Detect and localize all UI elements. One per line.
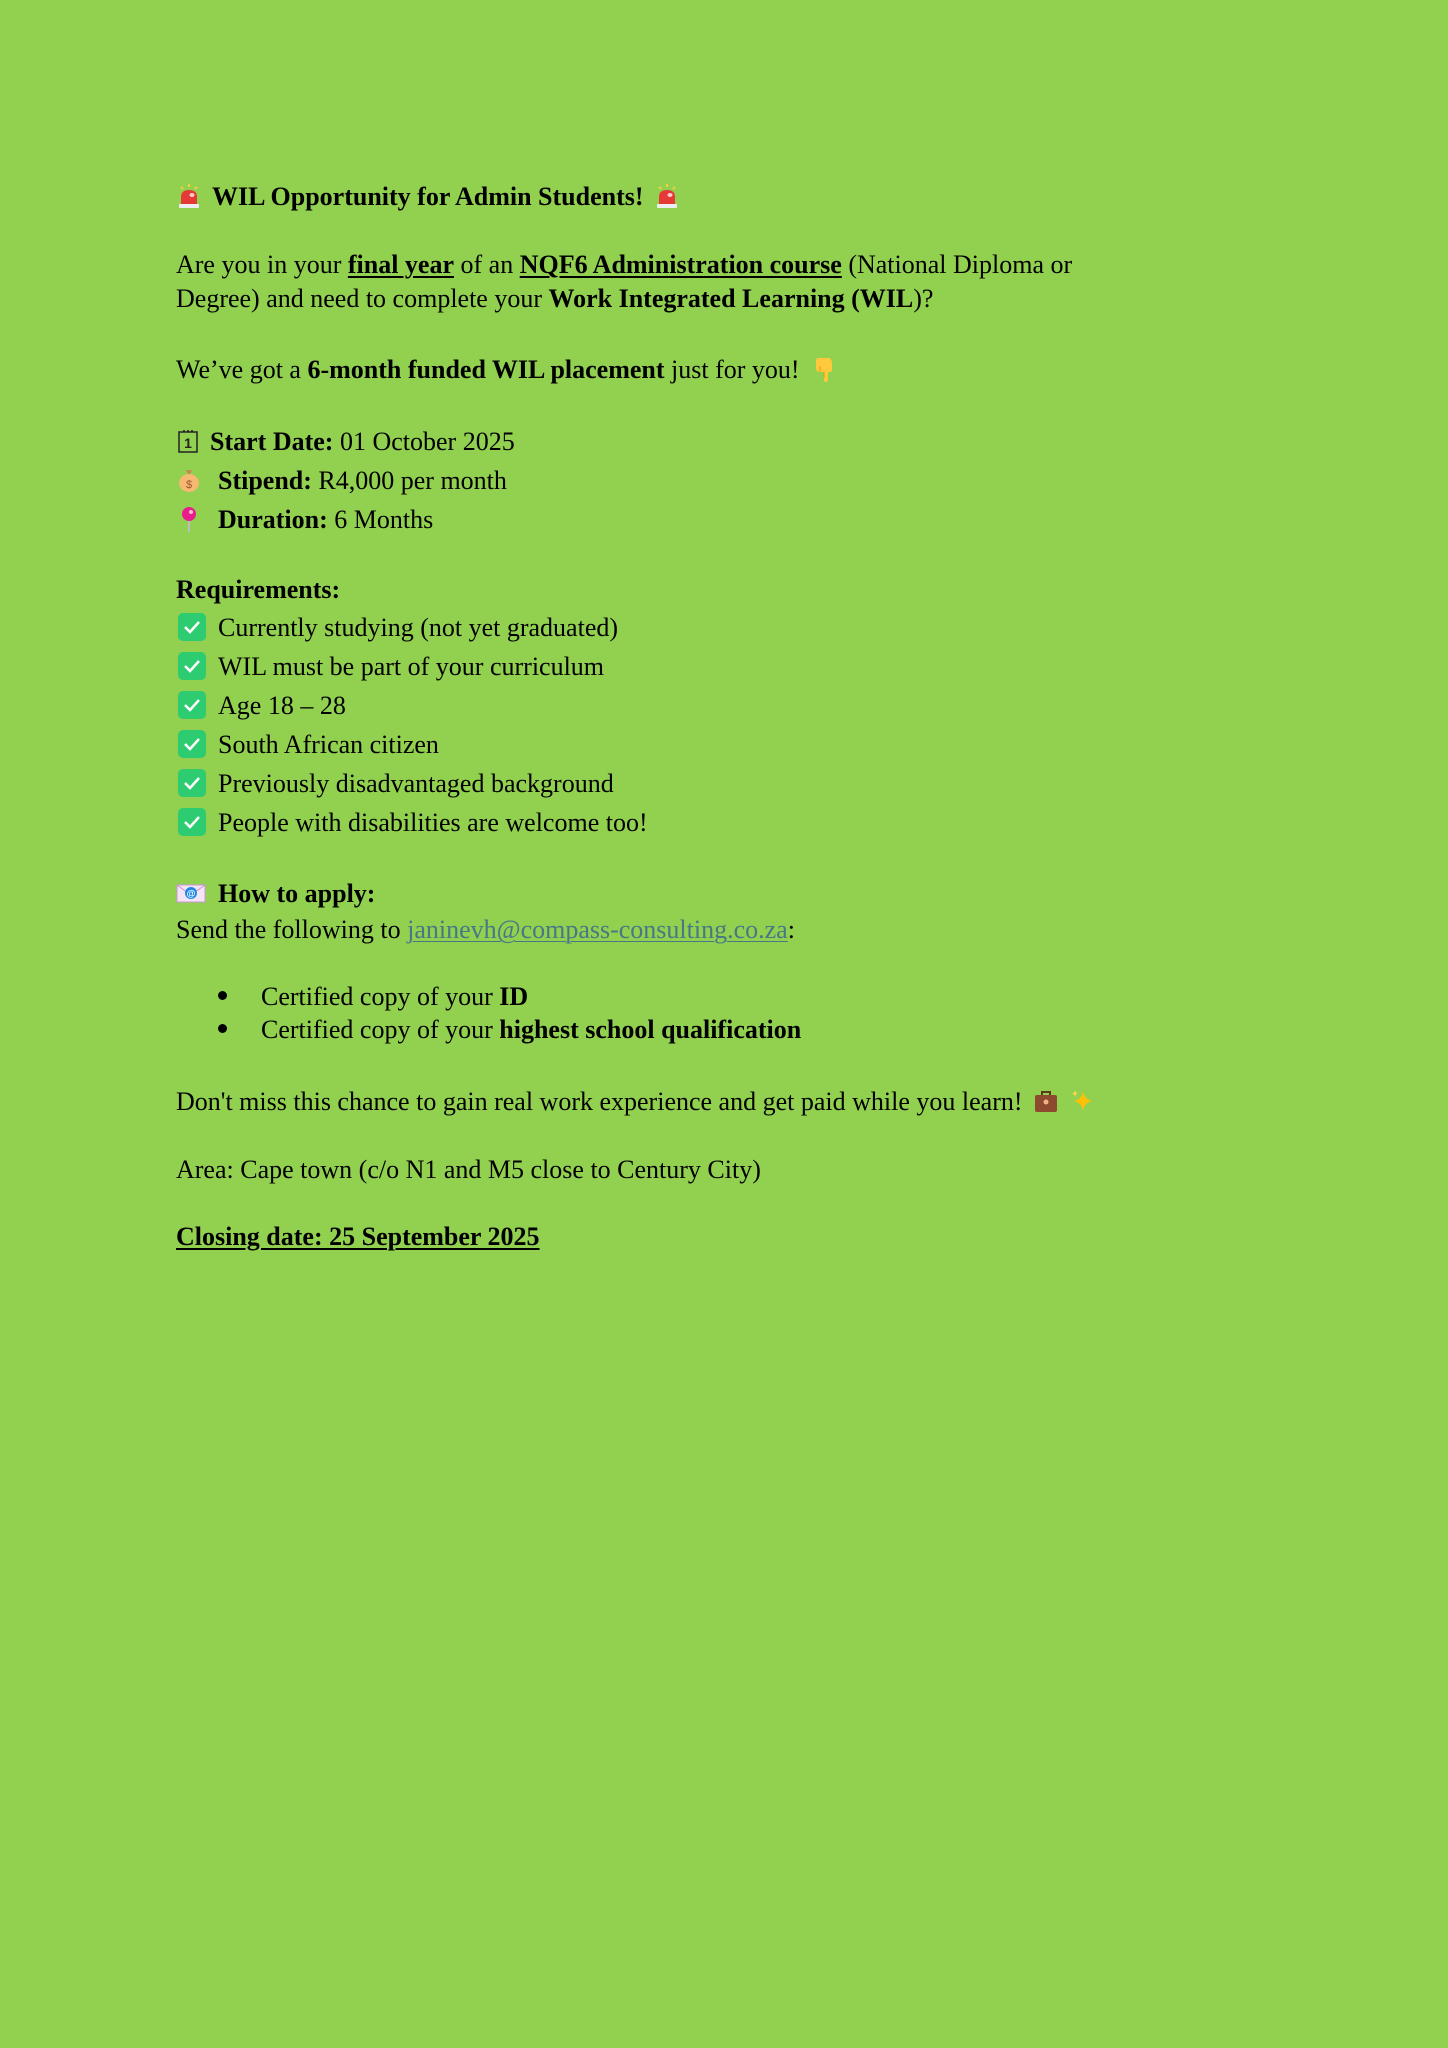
intro-text: of an (454, 250, 520, 279)
requirement-text: Previously disadvantaged background (218, 769, 614, 798)
stipend-label: Stipend: (218, 466, 312, 495)
final-year-emphasis: final year (347, 250, 455, 279)
course-emphasis: NQF6 Administration course (519, 250, 842, 279)
calendar-icon (176, 428, 202, 454)
money-bag-icon (176, 467, 202, 493)
document-list-item (218, 1013, 801, 1047)
check-mark-icon (178, 613, 206, 641)
detail-duration (176, 503, 433, 537)
send-instruction (176, 913, 795, 947)
rotating-light-icon (176, 183, 202, 209)
start-date-value: 01 October 2025 (333, 427, 515, 456)
intro-line-2 (176, 282, 933, 316)
offer-text: We’ve got a (176, 355, 308, 384)
detail-start-date (176, 425, 515, 459)
how-to-apply-heading (176, 877, 375, 911)
document-title (176, 180, 680, 214)
closing-message (176, 1085, 1095, 1119)
requirement-item (178, 767, 614, 801)
send-instruction-text: : (787, 915, 795, 944)
requirement-text: South African citizen (218, 730, 439, 759)
requirement-item (178, 689, 346, 723)
requirement-item (178, 611, 618, 645)
document-emphasis: ID (499, 982, 529, 1011)
closing-message-text: Don't miss this chance to gain real work experience and get paid while you learn! (176, 1087, 1023, 1116)
area-text: Area: Cape town (c/o N1 and M5 close to Century City) (176, 1155, 761, 1184)
email-icon (176, 880, 206, 906)
rotating-light-icon (654, 183, 680, 209)
requirements-heading: Requirements: (176, 575, 341, 604)
send-instruction-text: Send the following to (176, 915, 408, 944)
intro-text: (National Diploma or (841, 250, 1073, 279)
detail-stipend (176, 464, 507, 498)
requirement-item (178, 728, 439, 762)
bullet-icon (218, 1024, 227, 1033)
requirement-text: Currently studying (not yet graduated) (218, 613, 619, 642)
check-mark-icon (178, 730, 206, 758)
check-mark-icon (178, 808, 206, 836)
closing-date: Closing date: 25 September 2025 (176, 1222, 540, 1251)
document-emphasis: highest school qualification (499, 1015, 802, 1044)
check-mark-icon (178, 691, 206, 719)
requirement-item (178, 650, 604, 684)
intro-line-1 (176, 248, 1072, 282)
offer-emphasis: 6-month funded WIL placement (307, 355, 665, 384)
svg-text:@: @ (186, 888, 196, 899)
wil-emphasis: Work Integrated Learning (WIL (548, 284, 914, 313)
requirement-text: Age 18 – 28 (218, 691, 346, 720)
title-text: WIL Opportunity for Admin Students! (212, 182, 644, 211)
intro-text: )? (913, 284, 934, 313)
offer-line (176, 353, 836, 387)
duration-value: 6 Months (327, 505, 434, 534)
start-date-label: Start Date: (210, 427, 334, 456)
how-to-apply-text: How to apply: (218, 879, 376, 908)
pointing-down-icon (810, 356, 836, 382)
svg-text:$: $ (185, 479, 193, 491)
intro-text: Degree) and need to complete your (176, 284, 549, 313)
requirement-text: People with disabilities are welcome too! (218, 808, 648, 837)
svg-text:1: 1 (184, 435, 192, 451)
requirement-text: WIL must be part of your curriculum (218, 652, 605, 681)
requirement-item (178, 806, 648, 840)
document-text: Certified copy of your (261, 982, 500, 1011)
document-text: Certified copy of your (261, 1015, 500, 1044)
pushpin-icon (176, 506, 202, 532)
check-mark-icon (178, 769, 206, 797)
document-list-item (218, 980, 528, 1014)
intro-text: Are you in your (176, 250, 348, 279)
check-mark-icon (178, 652, 206, 680)
sparkles-icon (1069, 1088, 1095, 1114)
duration-label: Duration: (218, 505, 328, 534)
briefcase-icon (1033, 1088, 1059, 1114)
bullet-icon (218, 991, 227, 1000)
stipend-value: R4,000 per month (311, 466, 507, 495)
email-link[interactable]: janinevh@compass-consulting.co.za (407, 915, 788, 944)
offer-text: just for you! (664, 355, 800, 384)
